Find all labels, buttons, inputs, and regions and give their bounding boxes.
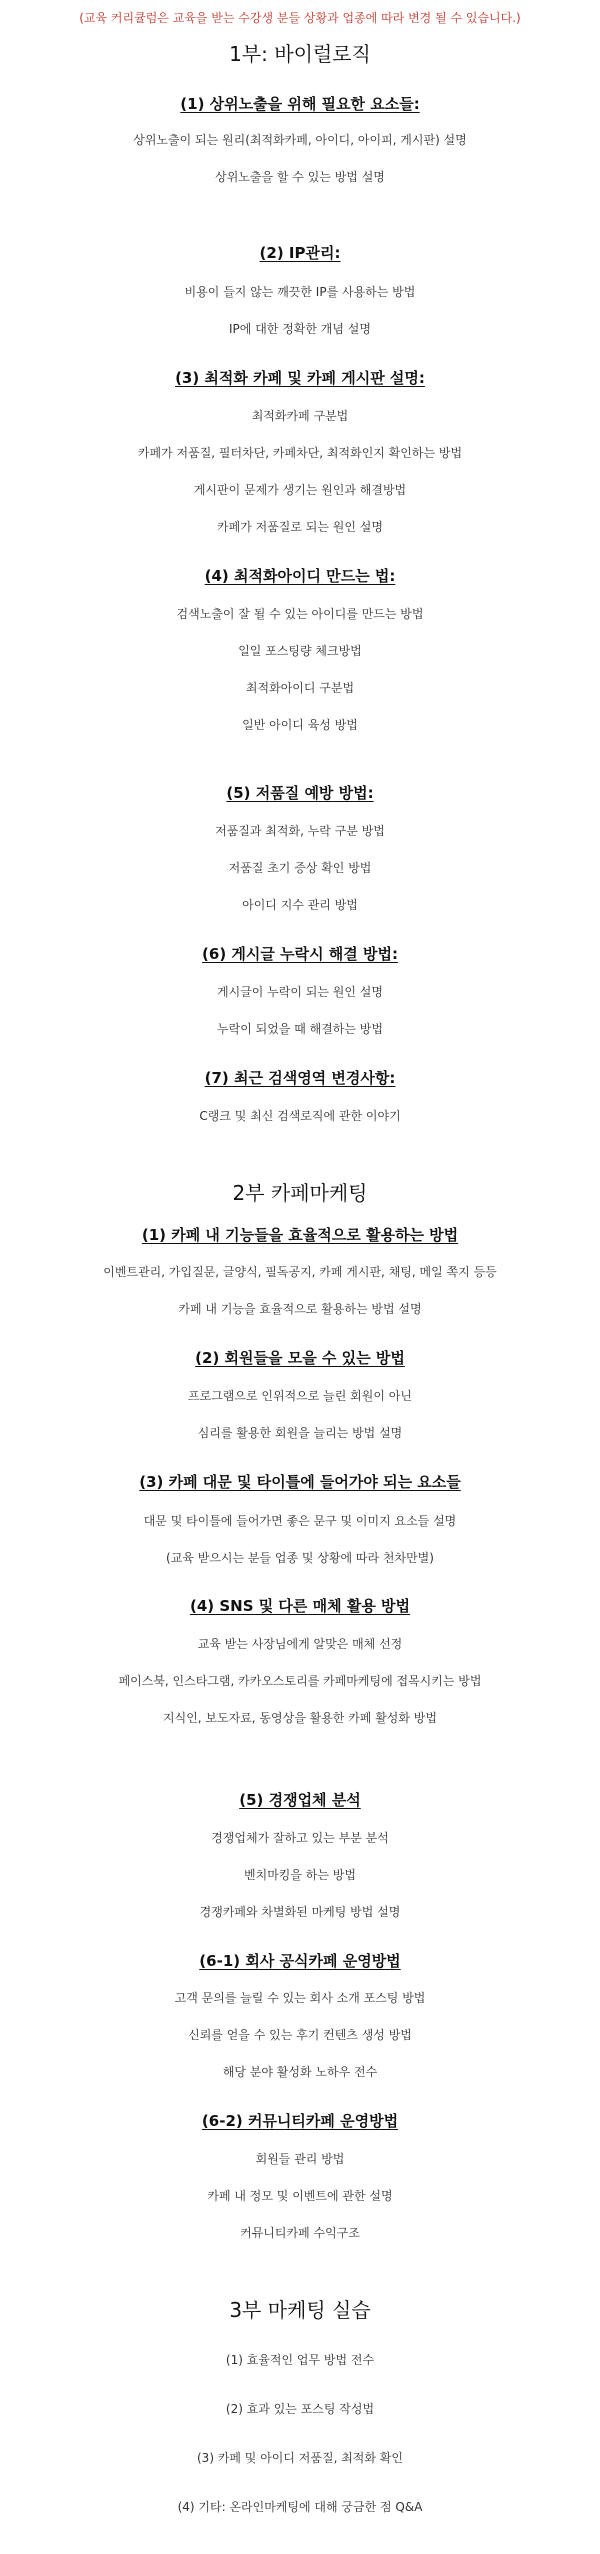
part1-section-4-item: 최적화아이디 구분법 <box>245 681 355 695</box>
part2-section-3-item: (교육 받으시는 분들 업종 및 상황에 따라 천차만별) <box>166 1551 434 1565</box>
part1-section-3-item: 게시판이 문제가 생기는 원인과 해결방법 <box>193 483 407 497</box>
part2-section-6-2-heading: (6-2) 커뮤니티카페 운영방법 <box>201 2112 399 2130</box>
part1-section-6-item: 게시글이 누락이 되는 원인 설명 <box>217 985 383 999</box>
part1-section-5-heading: (5) 저품질 예방 방법: <box>226 784 374 802</box>
part1-section-5-item: 저품질과 최적화, 누락 구분 방법 <box>215 824 385 838</box>
part1-section-5-item: 저품질 초기 증상 확인 방법 <box>228 861 372 875</box>
part1-section-3-item: 카페가 저품질로 되는 원인 설명 <box>217 520 383 534</box>
part2-section-4-item: 페이스북, 인스타그램, 카카오스토리를 카페마케팅에 접목시키는 방법 <box>118 1674 482 1688</box>
part2-section-4-heading: (4) SNS 및 다른 매체 활용 방법 <box>189 1597 411 1615</box>
part2-title: 2부 카페마케팅 <box>232 1181 368 1205</box>
part1-section-1-item: 상위노출이 되는 원리(최적화카페, 아이디, 아이피, 게시판) 설명 <box>133 133 467 147</box>
part1-section-5-item: 아이디 지수 관리 방법 <box>242 898 358 912</box>
part1-section-7-item: C랭크 및 최신 검색로직에 관한 이야기 <box>199 1109 401 1123</box>
part2-section-6-1-item: 해당 분야 활성화 노하우 전수 <box>222 2065 378 2079</box>
part1-section-2-heading: (2) IP관리: <box>259 244 341 262</box>
part2-section-5-item: 경쟁카페와 차별화된 마케팅 방법 설명 <box>199 1905 401 1919</box>
part2-section-6-1-item: 신뢰를 얻을 수 있는 후기 컨텐츠 생성 방법 <box>188 2028 412 2042</box>
part2-section-1-item: 카페 내 기능을 효율적으로 활용하는 방법 설명 <box>178 1302 422 1316</box>
part1-section-1-heading: (1) 상위노출을 위해 필요한 요소들: <box>180 95 420 113</box>
curriculum-notice: (교육 커리큘럼은 교육을 받는 수강생 분들 상황과 업종에 따라 변경 될 수 있습니다.) <box>79 11 521 25</box>
part2-section-4-item: 지식인, 보도자료, 동영상을 활용한 카페 활성화 방법 <box>163 1711 437 1725</box>
part2-section-6-2-item: 커뮤니티카페 수익구조 <box>240 2226 360 2240</box>
part1-title: 1부: 바이럴로직 <box>229 42 371 66</box>
part2-section-2-item: 심리를 활용한 회원을 늘리는 방법 설명 <box>197 1426 403 1440</box>
part1-section-3-heading: (3) 최적화 카페 및 카페 게시판 설명: <box>175 369 425 387</box>
part1-section-4-item: 일일 포스팅량 체크방법 <box>238 644 362 658</box>
part2-section-1-item: 이벤트관리, 가입질문, 글양식, 필독공지, 카페 게시판, 채팅, 메일 쪽지 등등 <box>103 1265 497 1279</box>
part1-section-3-item: 최적화카페 구분법 <box>251 409 349 423</box>
part2-section-6-2-item: 회원들 관리 방법 <box>255 2152 345 2166</box>
part3-title: 3부 마케팅 실습 <box>229 2298 371 2322</box>
part2-section-6-2-item: 카페 내 정모 및 이벤트에 관한 설명 <box>207 2189 393 2203</box>
part1-section-3-item: 카페가 저품질, 필터차단, 카페차단, 최적화인지 확인하는 방법 <box>137 446 463 460</box>
part1-section-6-item: 누락이 되었을 때 해결하는 방법 <box>217 1022 383 1036</box>
part2-section-2-heading: (2) 회원들을 모을 수 있는 방법 <box>195 1349 405 1367</box>
part1-section-7-heading: (7) 최근 검색영역 변경사항: <box>204 1069 396 1087</box>
part3-item: (4) 기타: 온라인마케팅에 대해 궁금한 점 Q&A <box>177 2500 423 2514</box>
part1-section-2-item: IP에 대한 정확한 개념 설명 <box>229 322 371 336</box>
part1-section-2-item: 비용이 들지 않는 깨끗한 IP를 사용하는 방법 <box>184 285 416 299</box>
part3-item: (3) 카페 및 아이디 저품질, 최적화 확인 <box>197 2451 403 2465</box>
part1-section-4-item: 일반 아이디 육성 방법 <box>242 718 358 732</box>
part2-section-5-heading: (5) 경쟁업체 분석 <box>239 1791 361 1809</box>
part2-section-4-item: 교육 받는 사장님에게 알맞은 매체 선정 <box>197 1637 403 1651</box>
part2-section-5-item: 벤치마킹을 하는 방법 <box>244 1868 356 1882</box>
part2-section-3-heading: (3) 카페 대문 및 타이틀에 들어가야 되는 요소들 <box>139 1473 461 1491</box>
part1-section-4-item: 검색노출이 잘 될 수 있는 아이디를 만드는 방법 <box>176 607 424 621</box>
part2-section-6-1-item: 고객 문의를 늘릴 수 있는 회사 소개 포스팅 방법 <box>174 1991 426 2005</box>
part2-section-6-1-heading: (6-1) 회사 공식카페 운영방법 <box>199 1952 401 1970</box>
part3-item: (2) 효과 있는 포스팅 작성법 <box>225 2402 375 2416</box>
part1-section-4-heading: (4) 최적화아이디 만드는 법: <box>204 567 396 585</box>
part2-section-5-item: 경쟁업체가 잘하고 있는 부분 분석 <box>211 1831 389 1845</box>
part2-section-2-item: 프로그램으로 인위적으로 늘린 회원이 아닌 <box>188 1389 412 1403</box>
part2-section-3-item: 대문 및 타이틀에 들어가면 좋은 문구 및 이미지 요소들 설명 <box>143 1514 457 1528</box>
part3-item: (1) 효율적인 업무 방법 전수 <box>225 2353 375 2367</box>
part1-section-1-item: 상위노출을 할 수 있는 방법 설명 <box>215 170 385 184</box>
part2-section-1-heading: (1) 카페 내 기능들을 효율적으로 활용하는 방법 <box>141 1226 459 1244</box>
part1-section-6-heading: (6) 게시글 누락시 해결 방법: <box>202 945 398 963</box>
